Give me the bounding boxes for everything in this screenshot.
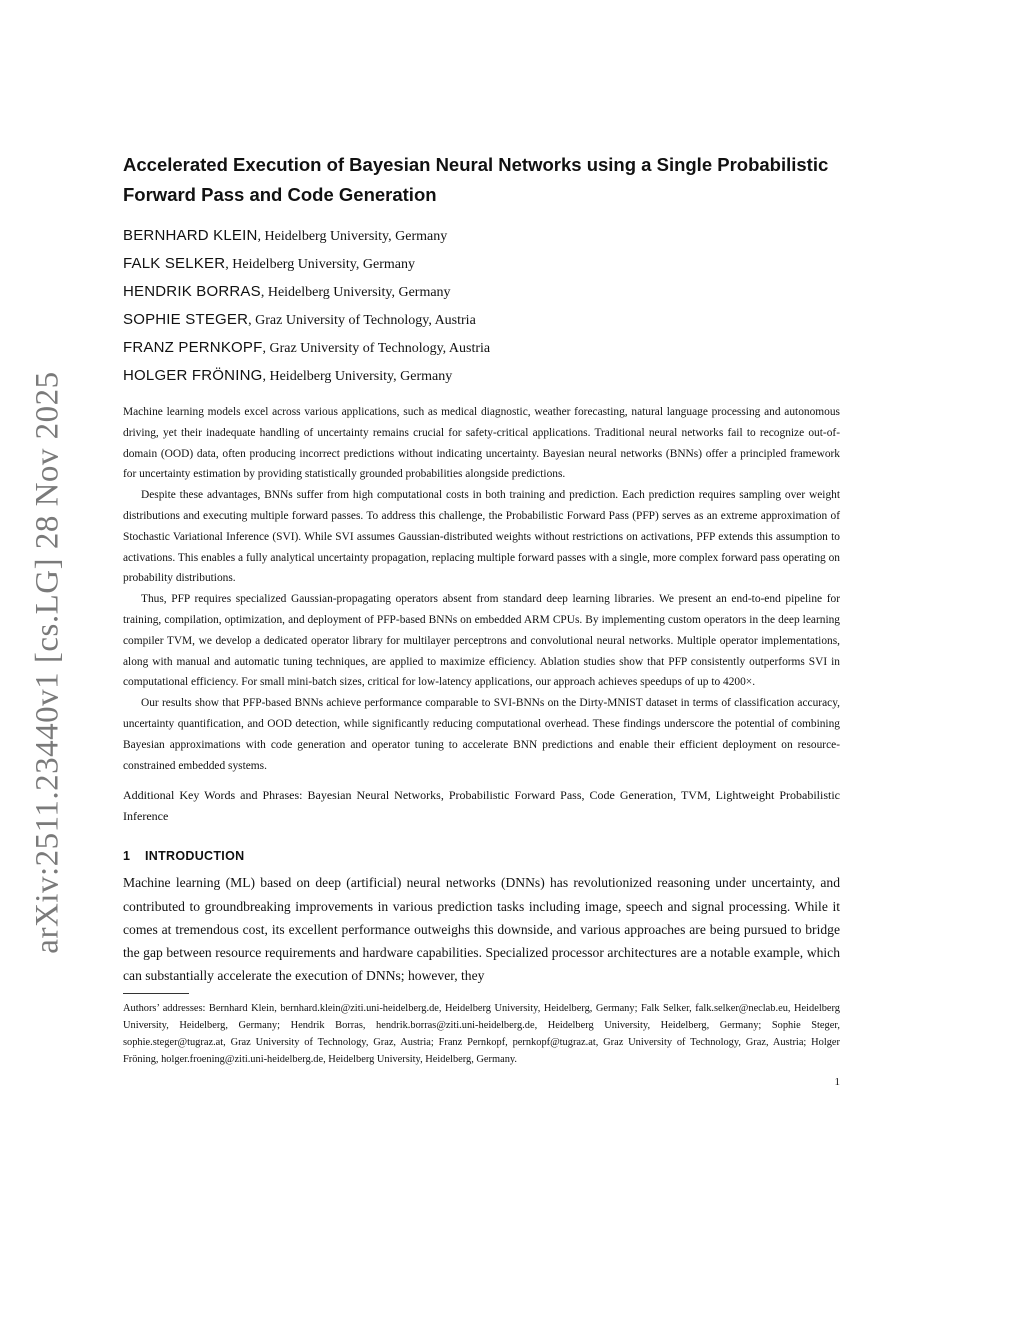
author-name: SOPHIE STEGER <box>123 311 249 328</box>
arxiv-sidebar <box>22 365 74 960</box>
section-number: 1 <box>123 849 131 864</box>
author-name: HENDRIK BORRAS <box>123 283 261 300</box>
abstract-paragraph: Our results show that PFP-based BNNs achieve performance comparable to SVI-BNNs on the Dirty-MNIST dataset in terms of classification accuracy, uncertainty quantification, and OOD detection, while significantly reducing computational overhead. These findings underscore the potential of combining Bayesian approximations with code generation and operator tuning to accelerate BNN predictions and enable their efficient deployment on resource-constrained embedded systems. <box>123 697 840 772</box>
footnote-divider <box>123 993 189 994</box>
abstract-paragraph: Machine learning models excel across various applications, such as medical diagnostic, weather forecasting, natural language processing and autonomous driving, yet their inadequate handling of uncertainty remains crucial for safety-critical applications. Traditional neural networks fail to recognize out-of-domain (OOD) data, often producing incorrect predictions without indicating uncertainty. Bayesian neural networks (BNNs) offer a principled framework for uncertainty estimation by providing statistically grounded probabilities alongside predictions. <box>123 406 840 481</box>
author-affiliation: , Heidelberg University, Germany <box>262 369 453 384</box>
author-name: HOLGER FRÖNING <box>123 367 263 384</box>
author-affiliation: , Heidelberg University, Germany <box>260 285 451 300</box>
abstract-paragraph: Despite these advantages, BNNs suffer from high computational costs in both training and prediction. Each prediction requires sampling over weight distributions and executing multiple forward passes. To address this challenge, the Probabilistic Forward Pass (PFP) serves as an extreme approximation of Stochastic Variational Inference (SVI). While SVI assumes Gaussian-distributed weights without restrictions on activations, PFP extends this assumption to activations. This enables a fully analytical uncertainty propagation, replacing multiple forward passes with a single, more complex forward pass operating on probability distributions. <box>123 489 840 585</box>
author-name: FALK SELKER <box>123 255 226 272</box>
paper-title: Accelerated Execution of Bayesian Neural Networks using a Single Probabilistic Forward Pass and Code Generation <box>123 154 829 205</box>
introduction-body <box>123 871 840 987</box>
author-affiliation: , Graz University of Technology, Austria <box>262 341 491 356</box>
author-name: FRANZ PERNKOPF <box>123 339 263 356</box>
page-content <box>123 150 840 1088</box>
section-heading <box>123 849 840 863</box>
keywords: Additional Key Words and Phrases: Bayesian Neural Networks, Probabilistic Forward Pass, Code Generation, TVM, Lightweight Probabilistic Inference <box>123 788 840 824</box>
author-entry <box>123 362 840 390</box>
author-entry <box>123 306 840 334</box>
author-affiliation: , Graz University of Technology, Austria <box>248 313 476 328</box>
arxiv-identifier: arXiv:2511.23440v1 [cs.LG] 28 Nov 2025 <box>29 371 66 954</box>
intro-paragraph: Machine learning (ML) based on deep (artificial) neural networks (DNNs) has revolutionized reasoning under uncertainty, and contributed to groundbreaking improvements in various prediction tasks including image, speech and signal processing. While it comes at tremendous cost, its excellent performance outweighs this downside, and various approaches are being pursued to bridge the gap between resource requirements and hardware capabilities. Specialized processor architectures are a notable example, which can substantially accelerate the execution of DNNs; however, they <box>123 875 840 984</box>
author-entry <box>123 278 840 306</box>
section-title: INTRODUCTION <box>145 849 245 864</box>
author-name: BERNHARD KLEIN <box>123 227 258 244</box>
author-list <box>123 222 840 390</box>
author-entry <box>123 250 840 278</box>
author-entry <box>123 222 840 250</box>
author-affiliation: , Heidelberg University, Germany <box>257 229 448 244</box>
page-number: 1 <box>834 1076 840 1089</box>
authors-addresses-footnote: Authors’ addresses: Bernhard Klein, bernhard.klein@ziti.uni-heidelberg.de, Heidelberg University, Heidelberg, Germany; Falk Selker, falk.selker@neclab.eu, Heidelberg University, Heidelberg, Germany; Hendrik Borras, hendrik.borras@ziti.uni-heidelberg.de, Heidelberg University, Heidelberg, Germany; Sophie Steger, sophie.steger@tugraz.at, Graz University of Technology, Graz, Austria; Franz Pernkopf, pernkopf@tugraz.at, Graz University of Technology, Graz, Austria; Holger Fröning, holger.froening@ziti.uni-heidelberg.de, Heidelberg University, Heidelberg, Germany. <box>123 1003 840 1066</box>
author-entry <box>123 334 840 362</box>
abstract-paragraph: Thus, PFP requires specialized Gaussian-propagating operators absent from standard deep learning libraries. We present an end-to-end pipeline for training, compilation, optimization, and deployment of PFP-based BNNs on embedded ARM CPUs. By implementing custom operators in the deep learning compiler TVM, we develop a dedicated operator library for multilayer perceptrons and convolutional neural networks. Multiple operator implementations, along with manual and automatic tuning techniques, are applied to maximize efficiency. Ablation studies show that PFP consistently outperforms SVI in computational efficiency. For small mini-batch sizes, critical for low-latency applications, our approach achieves speedups of up to 4200×. <box>123 593 840 689</box>
abstract <box>123 402 840 776</box>
author-affiliation: , Heidelberg University, Germany <box>225 257 415 272</box>
